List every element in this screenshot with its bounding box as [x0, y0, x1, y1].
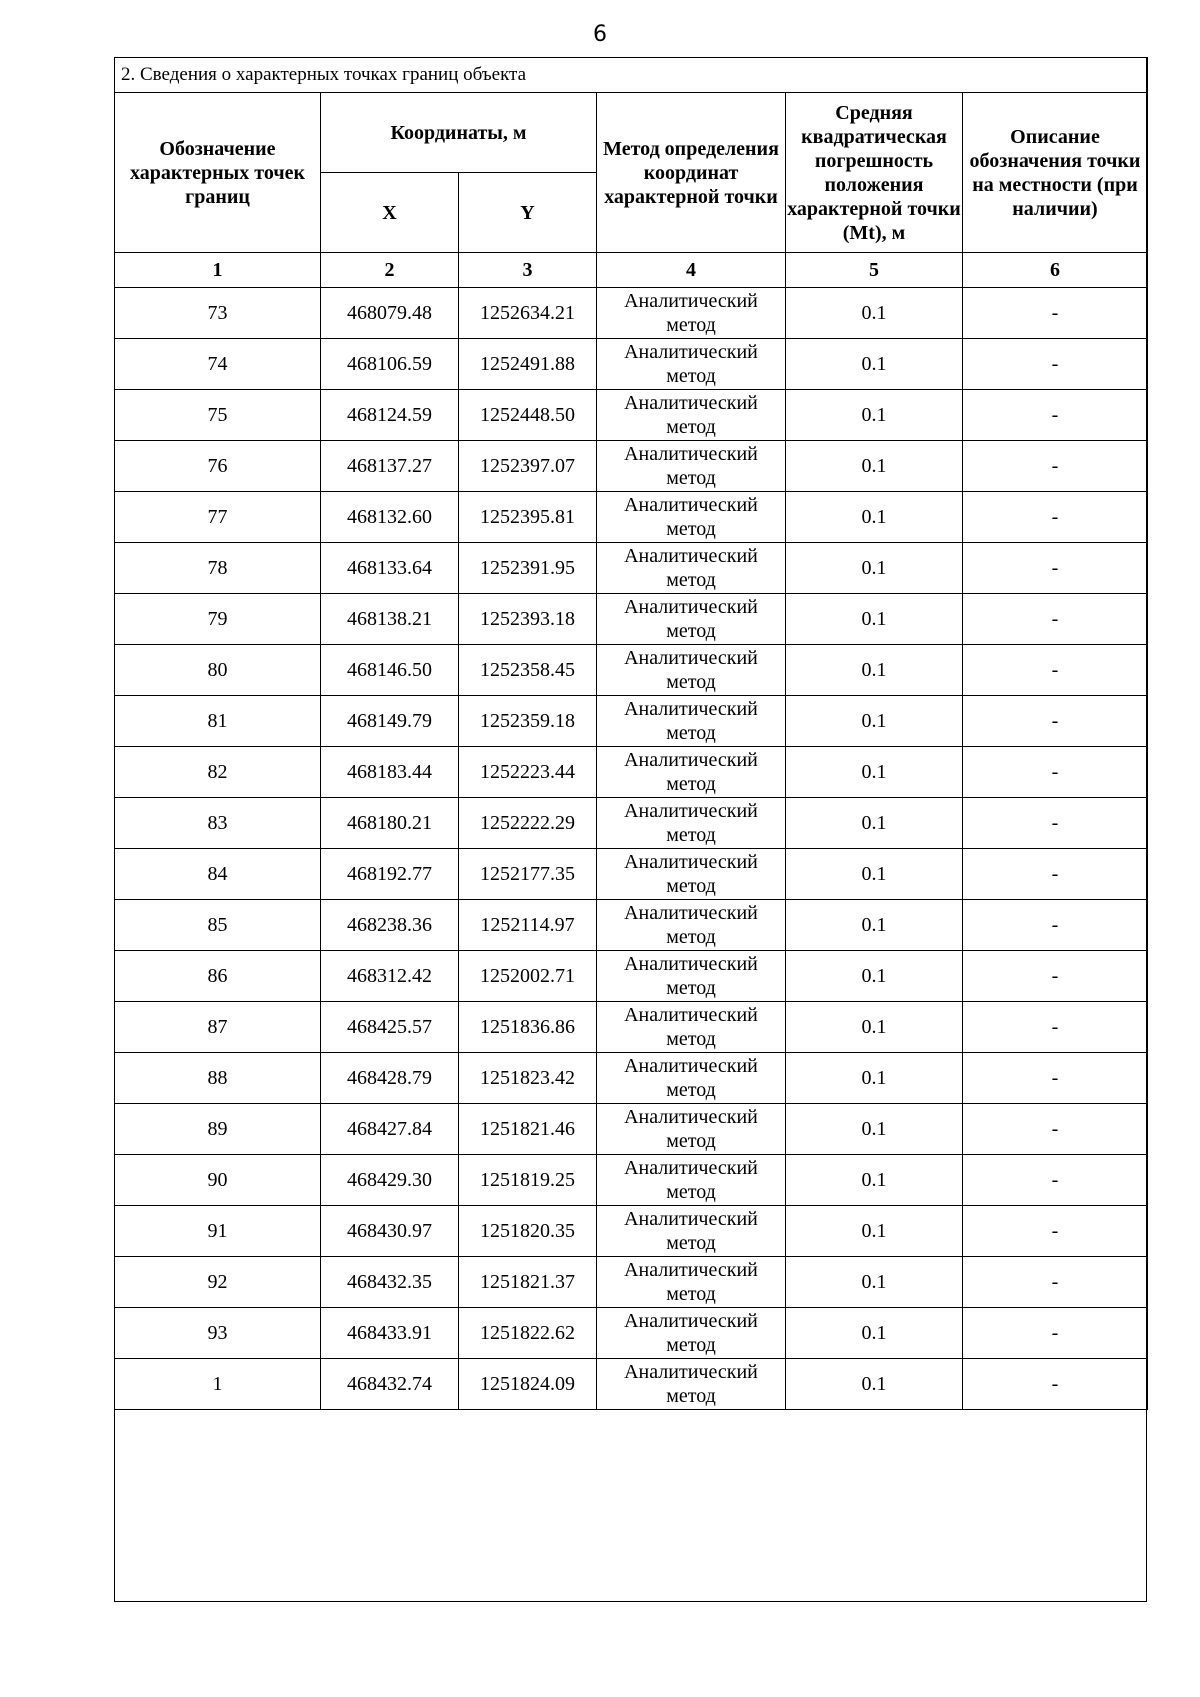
- header-method: Метод определения координат характерной точки: [597, 93, 786, 253]
- cell-accuracy: 0.1: [786, 1359, 963, 1410]
- cell-y: 1252448.50: [459, 390, 597, 441]
- table-row: [115, 543, 1148, 594]
- cell-x: 468132.60: [321, 492, 459, 543]
- cell-x: 468312.42: [321, 951, 459, 1002]
- cell-accuracy: 0.1: [786, 696, 963, 747]
- table-row: [115, 1206, 1148, 1257]
- header-x: X: [321, 173, 459, 253]
- cell-point: 84: [115, 849, 321, 900]
- cell-method: Аналитический метод: [597, 390, 786, 441]
- table-row: [115, 747, 1148, 798]
- cell-method: Аналитический метод: [597, 1206, 786, 1257]
- cell-x: 468106.59: [321, 339, 459, 390]
- cell-accuracy: 0.1: [786, 798, 963, 849]
- cell-description: -: [963, 1155, 1148, 1206]
- cell-accuracy: 0.1: [786, 1206, 963, 1257]
- cell-description: -: [963, 1053, 1148, 1104]
- cell-y: 1251836.86: [459, 1002, 597, 1053]
- cell-y: 1252002.71: [459, 951, 597, 1002]
- cell-y: 1252358.45: [459, 645, 597, 696]
- cell-accuracy: 0.1: [786, 492, 963, 543]
- column-number: 4: [597, 253, 786, 288]
- column-number: 2: [321, 253, 459, 288]
- header-coords: Координаты, м: [321, 93, 597, 173]
- cell-accuracy: 0.1: [786, 1053, 963, 1104]
- cell-point: 82: [115, 747, 321, 798]
- cell-description: -: [963, 696, 1148, 747]
- column-number: 6: [963, 253, 1148, 288]
- cell-y: 1252223.44: [459, 747, 597, 798]
- table-row: [115, 594, 1148, 645]
- cell-description: -: [963, 1206, 1148, 1257]
- cell-point: 79: [115, 594, 321, 645]
- table-row: [115, 441, 1148, 492]
- cell-x: 468183.44: [321, 747, 459, 798]
- cell-method: Аналитический метод: [597, 1155, 786, 1206]
- cell-x: 468432.35: [321, 1257, 459, 1308]
- cell-description: -: [963, 492, 1148, 543]
- cell-method: Аналитический метод: [597, 288, 786, 339]
- table-row: [115, 1155, 1148, 1206]
- table-row: [115, 1257, 1148, 1308]
- cell-accuracy: 0.1: [786, 441, 963, 492]
- cell-method: Аналитический метод: [597, 594, 786, 645]
- cell-method: Аналитический метод: [597, 1257, 786, 1308]
- table-row: [115, 1308, 1148, 1359]
- page-number: 6: [593, 22, 607, 47]
- cell-y: 1252634.21: [459, 288, 597, 339]
- cell-y: 1252222.29: [459, 798, 597, 849]
- cell-description: -: [963, 1002, 1148, 1053]
- cell-accuracy: 0.1: [786, 645, 963, 696]
- cell-accuracy: 0.1: [786, 543, 963, 594]
- cell-point: 74: [115, 339, 321, 390]
- column-number-row: [115, 253, 1148, 288]
- cell-accuracy: 0.1: [786, 1308, 963, 1359]
- section-title: 2. Сведения о характерных точках границ объекта: [115, 58, 1148, 93]
- cell-method: Аналитический метод: [597, 900, 786, 951]
- cell-x: 468138.21: [321, 594, 459, 645]
- cell-y: 1251823.42: [459, 1053, 597, 1104]
- cell-description: -: [963, 543, 1148, 594]
- cell-point: 80: [115, 645, 321, 696]
- cell-y: 1252395.81: [459, 492, 597, 543]
- table-row: [115, 390, 1148, 441]
- cell-y: 1251822.62: [459, 1308, 597, 1359]
- table-row: [115, 900, 1148, 951]
- cell-y: 1252114.97: [459, 900, 597, 951]
- cell-point: 83: [115, 798, 321, 849]
- cell-method: Аналитический метод: [597, 441, 786, 492]
- cell-x: 468149.79: [321, 696, 459, 747]
- cell-accuracy: 0.1: [786, 747, 963, 798]
- cell-accuracy: 0.1: [786, 1002, 963, 1053]
- cell-y: 1251824.09: [459, 1359, 597, 1410]
- cell-y: 1252393.18: [459, 594, 597, 645]
- table-row: [115, 1002, 1148, 1053]
- cell-y: 1251821.37: [459, 1257, 597, 1308]
- cell-x: 468427.84: [321, 1104, 459, 1155]
- table-row: [115, 951, 1148, 1002]
- cell-description: -: [963, 1104, 1148, 1155]
- cell-description: -: [963, 1308, 1148, 1359]
- cell-x: 468432.74: [321, 1359, 459, 1410]
- table-row: [115, 492, 1148, 543]
- cell-description: -: [963, 645, 1148, 696]
- cell-x: 468124.59: [321, 390, 459, 441]
- cell-y: 1251819.25: [459, 1155, 597, 1206]
- cell-method: Аналитический метод: [597, 645, 786, 696]
- cell-x: 468192.77: [321, 849, 459, 900]
- cell-description: -: [963, 390, 1148, 441]
- cell-accuracy: 0.1: [786, 951, 963, 1002]
- cell-x: 468429.30: [321, 1155, 459, 1206]
- table-row: [115, 696, 1148, 747]
- table-row: [115, 1359, 1148, 1410]
- header-row-1: [115, 93, 1148, 173]
- cell-y: 1252391.95: [459, 543, 597, 594]
- column-number: 1: [115, 253, 321, 288]
- cell-accuracy: 0.1: [786, 1155, 963, 1206]
- cell-point: 92: [115, 1257, 321, 1308]
- cell-description: -: [963, 594, 1148, 645]
- table-row: [115, 1053, 1148, 1104]
- cell-accuracy: 0.1: [786, 1104, 963, 1155]
- cell-x: 468133.64: [321, 543, 459, 594]
- cell-method: Аналитический метод: [597, 1053, 786, 1104]
- cell-description: -: [963, 441, 1148, 492]
- cell-y: 1252491.88: [459, 339, 597, 390]
- cell-point: 77: [115, 492, 321, 543]
- cell-description: -: [963, 849, 1148, 900]
- table-row: [115, 645, 1148, 696]
- cell-accuracy: 0.1: [786, 900, 963, 951]
- cell-y: 1252359.18: [459, 696, 597, 747]
- cell-x: 468137.27: [321, 441, 459, 492]
- cell-accuracy: 0.1: [786, 288, 963, 339]
- cell-method: Аналитический метод: [597, 951, 786, 1002]
- cell-point: 89: [115, 1104, 321, 1155]
- cell-point: 90: [115, 1155, 321, 1206]
- cell-point: 88: [115, 1053, 321, 1104]
- cell-point: 85: [115, 900, 321, 951]
- cell-point: 81: [115, 696, 321, 747]
- cell-method: Аналитический метод: [597, 798, 786, 849]
- cell-y: 1252177.35: [459, 849, 597, 900]
- column-number: 5: [786, 253, 963, 288]
- cell-x: 468425.57: [321, 1002, 459, 1053]
- characteristic-points-table: [114, 57, 1148, 1410]
- cell-x: 468079.48: [321, 288, 459, 339]
- table-row: [115, 288, 1148, 339]
- cell-point: 91: [115, 1206, 321, 1257]
- cell-point: 75: [115, 390, 321, 441]
- cell-point: 78: [115, 543, 321, 594]
- cell-description: -: [963, 288, 1148, 339]
- cell-method: Аналитический метод: [597, 747, 786, 798]
- cell-method: Аналитический метод: [597, 1308, 786, 1359]
- cell-method: Аналитический метод: [597, 1104, 786, 1155]
- cell-description: -: [963, 1257, 1148, 1308]
- header-description: Описание обозначения точки на местности (при наличии): [963, 93, 1148, 253]
- table-row: [115, 339, 1148, 390]
- cell-accuracy: 0.1: [786, 594, 963, 645]
- cell-point: 93: [115, 1308, 321, 1359]
- cell-method: Аналитический метод: [597, 1002, 786, 1053]
- cell-y: 1251820.35: [459, 1206, 597, 1257]
- cell-method: Аналитический метод: [597, 543, 786, 594]
- cell-point: 1: [115, 1359, 321, 1410]
- cell-method: Аналитический метод: [597, 849, 786, 900]
- header-y: Y: [459, 173, 597, 253]
- cell-x: 468238.36: [321, 900, 459, 951]
- cell-description: -: [963, 339, 1148, 390]
- cell-description: -: [963, 798, 1148, 849]
- cell-accuracy: 0.1: [786, 390, 963, 441]
- cell-x: 468180.21: [321, 798, 459, 849]
- cell-description: -: [963, 747, 1148, 798]
- cell-method: Аналитический метод: [597, 696, 786, 747]
- table-row: [115, 798, 1148, 849]
- cell-y: 1251821.46: [459, 1104, 597, 1155]
- cell-accuracy: 0.1: [786, 1257, 963, 1308]
- cell-point: 76: [115, 441, 321, 492]
- cell-x: 468428.79: [321, 1053, 459, 1104]
- cell-x: 468146.50: [321, 645, 459, 696]
- cell-method: Аналитический метод: [597, 1359, 786, 1410]
- cell-x: 468430.97: [321, 1206, 459, 1257]
- table-row: [115, 1104, 1148, 1155]
- section-title-row: [115, 58, 1148, 93]
- cell-point: 87: [115, 1002, 321, 1053]
- header-point: Обозначение характерных точек границ: [115, 93, 321, 253]
- header-accuracy: Средняя квадратическая погрешность положения характерной точки (Mt), м: [786, 93, 963, 253]
- cell-accuracy: 0.1: [786, 339, 963, 390]
- cell-method: Аналитический метод: [597, 339, 786, 390]
- cell-x: 468433.91: [321, 1308, 459, 1359]
- cell-point: 73: [115, 288, 321, 339]
- cell-method: Аналитический метод: [597, 492, 786, 543]
- column-number: 3: [459, 253, 597, 288]
- cell-description: -: [963, 1359, 1148, 1410]
- cell-description: -: [963, 900, 1148, 951]
- cell-y: 1252397.07: [459, 441, 597, 492]
- cell-point: 86: [115, 951, 321, 1002]
- cell-description: -: [963, 951, 1148, 1002]
- cell-accuracy: 0.1: [786, 849, 963, 900]
- table-row: [115, 849, 1148, 900]
